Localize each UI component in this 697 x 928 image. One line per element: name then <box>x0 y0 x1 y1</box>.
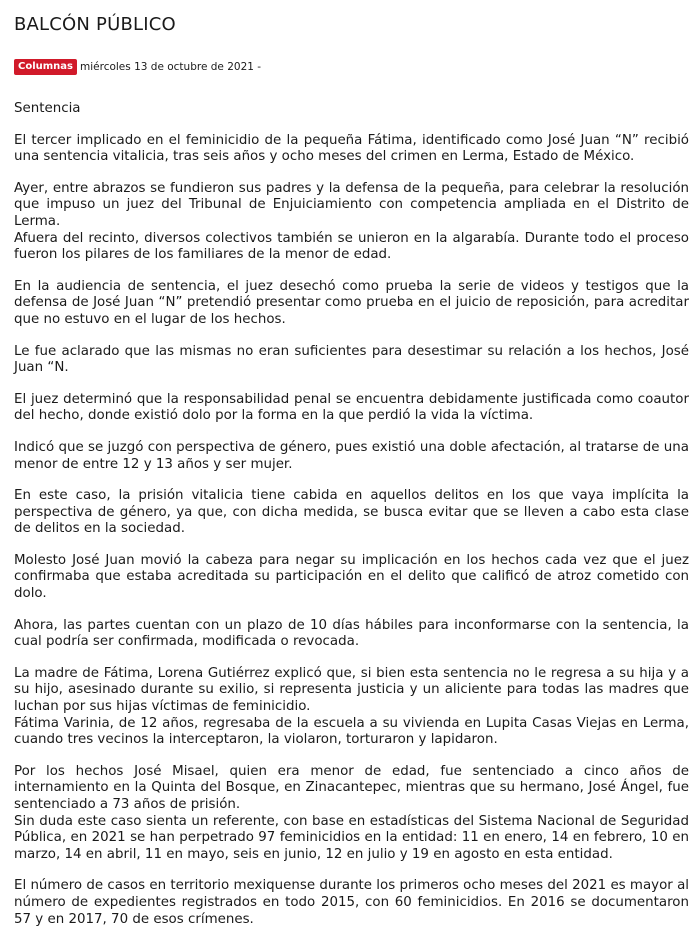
paragraph: La madre de Fátima, Lorena Gutiérrez explicó que, si bien esta sentencia no le regresa a su hija y a su hijo, asesinado durante su exilio, si representa justicia y un aliciente para todas las madres que luchan por sus hijas víctimas de feminicidio. <box>14 665 689 715</box>
paragraph: El tercer implicado en el feminicidio de la pequeña Fátima, identificado como José Juan “N” recibió una sentencia vitalicia, tras seis años y ocho meses del crimen en Lerma, Estado de México. <box>14 132 689 165</box>
paragraph: Afuera del recinto, diversos colectivos también se unieron en la algarabía. Durante todo el proceso fueron los pilares de los familiares de la menor de edad. <box>14 230 689 263</box>
paragraph: Ahora, las partes cuentan con un plazo de 10 días hábiles para inconformarse con la sentencia, la cual podría ser confirmada, modificada o revocada. <box>14 617 689 650</box>
paragraph: En este caso, la prisión vitalicia tiene cabida en aquellos delitos en los que vaya implícita la perspectiva de género, ya que, con dicha medida, se busca evitar que se lleven a cabo esta clase de delitos en la sociedad. <box>14 488 689 537</box>
section-heading: Sentencia <box>14 101 81 116</box>
paragraph: Fátima Varinia, de 12 años, regresaba de la escuela a su vivienda en Lupita Casas Viejas en Lerma, cuando tres vecinos la interceptaron, la violaron, torturaron y lapidaron. <box>14 715 689 748</box>
paragraph: Molesto José Juan movió la cabeza para negar su implicación en los hechos cada vez que el juez confirmaba que estaba acreditada su participación en el delito que calificó de atroz cometido con dolo. <box>14 552 689 602</box>
article-meta <box>14 59 689 75</box>
paragraph: En la audiencia de sentencia, el juez desechó como prueba la serie de videos y testigos que la defensa de José Juan “N” pretendió presentar como prueba en el juicio de reposición, para acreditar que no estuvo en el lugar de los hechos. <box>14 278 689 327</box>
paragraph: Sin duda este caso sienta un referente, con base en estadísticas del Sistema Nacional de Seguridad Pública, en 2021 se han perpetrado 97 feminicidios en la entidad: 11 en enero, 14 en febrero, 10 en marzo, 14 en abril, 11 en mayo, seis en junio, 12 en julio y 19 en agosto en esta entidad. <box>14 813 689 862</box>
paragraph: Ayer, entre abrazos se fundieron sus padres y la defensa de la pequeña, para celebrar la resolución que impuso un juez del Tribunal de Enjuiciamiento con competencia ampliada en el Distrito de Lerma. <box>14 180 689 229</box>
paragraph: Le fue aclarado que las mismas no eran suficientes para desestimar su relación a los hechos, José Juan “N. <box>14 343 689 376</box>
paragraph: El juez determinó que la responsabilidad penal se encuentra debidamente justificada como coautor del hecho, donde existió dolo por la forma en la que perdió la vida la víctima. <box>14 391 689 424</box>
paragraph: El número de casos en territorio mexiquense durante los primeros ocho meses del 2021 es mayor al número de expedientes registrados en todo 2015, con 60 feminicidios. En 2016 se documentaron 57 y en 2017, 70 de esos crímenes. <box>14 878 689 927</box>
page-title: BALCÓN PÚBLICO <box>14 14 176 35</box>
article-body <box>14 101 689 928</box>
paragraph: Indicó que se juzgó con perspectiva de género, pues existió una doble afectación, al tratarse de una menor de entre 12 y 13 años y ser mujer. <box>14 439 689 472</box>
category-badge[interactable]: Columnas <box>14 59 77 75</box>
publish-date: miércoles 13 de octubre de 2021 - <box>80 61 262 73</box>
paragraph: Por los hechos José Misael, quien era menor de edad, fue sentenciado a cinco años de internamiento en la Quinta del Bosque, en Zinacantepec, mientras que su hermano, José Ángel, fue sentenciado a 73 años de prisión. <box>14 763 689 812</box>
